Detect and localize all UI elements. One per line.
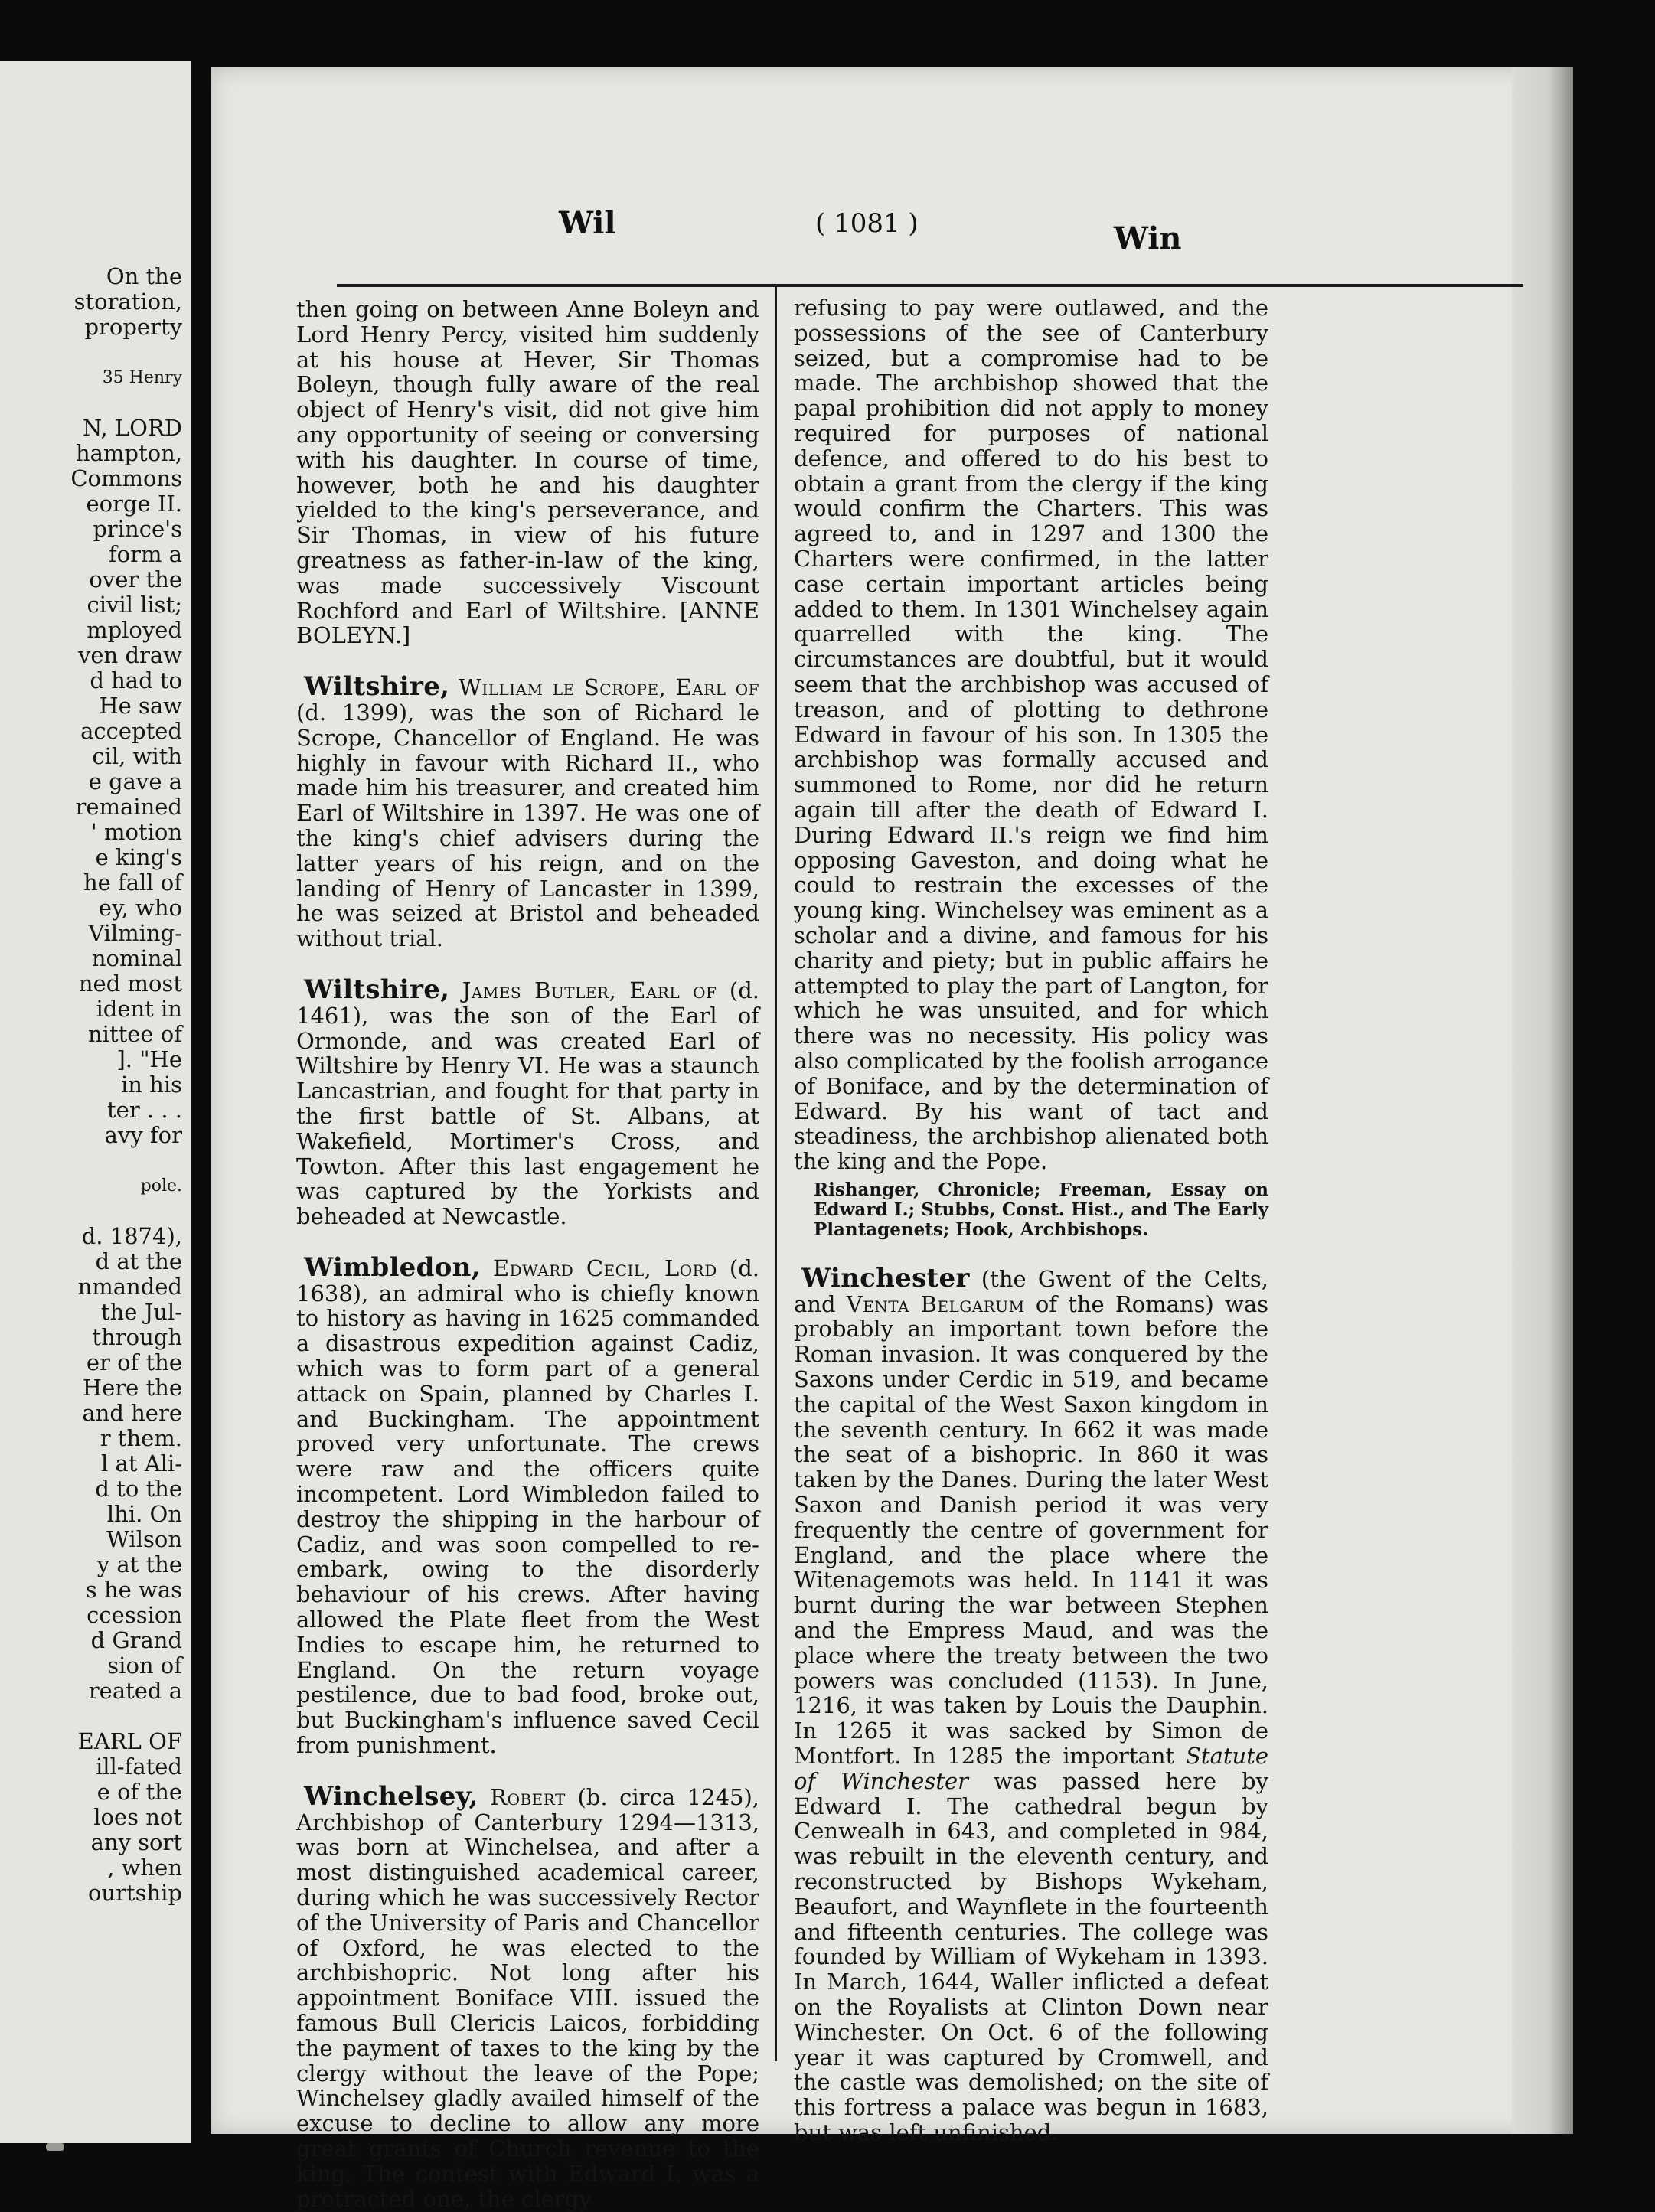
entry-text: (d. 1638), an admiral who is chiefly known to history as having in 1625 commanded a disastrous expedition against Cadiz, which was to form part of a general attack on Spain, planned by Charles I. and Buckingham. The appointment proved very unfortunate. The crews were raw and the officers quite incompetent. Lord Wimbledon failed to destroy the shipping in the harbour of Cadiz, and was soon compelled to re-embark, owing to the disorderly behaviour of his crews. After having allowed the Plate fleet from the West Indies to escape him, he returned to England. On the return voyage pestilence, due to bad food, broke out, but Buckingham's influence saved Cecil from punishment. [296,1254,760,1759]
margin-fragment-line: form a [108,541,182,567]
margin-fragment-line: e king's [95,844,182,870]
margin-fragment-line: ned most [78,971,182,997]
continuation-text: refusing to pay were outlawed, and the possessions of the see of Canterbury seized, but a compromise had to be made. The archbishop showed that the papal prohibition did not apply to money required for purposes of national defence, and offered to do his best to obtain a grant from the clergy if the king would confirm the Charters. This was agreed to, and in 1297 and 1300 the Charters were confirmed, in the latter case certain important articles being added to them. In 1301 Winchelsey again quarrelled with the king. The circumstances are doubtful, but it would seem that the archbishop was accused of treason, and of plotting to dethrone Edward in favour of his son. In 1305 the archbishop was formally accused and summoned to Rome, nor did he return again till after the death of Edward I. During Edward II.'s reign we find him opposing Gaveston, and doing what he could to restrain the excesses of the young king. Winchelsey was eminent as a scholar and a divine, and famous for his charity and piety; but in public affairs he attempted to play the part of Langton, for which he was unsuited, and for which there was no necessity. His policy was also complicated by the foolish arrogance of Boniface, and by the determination of Edward. By his want of tact and steadiness, the archbishop alienated both the king and the Pope. [794,295,1268,1175]
margin-fragment-line [0,1199,182,1224]
entry-name: James Butler, Earl of [462,977,717,1003]
entry-text: (the Gwent of the Celts, and [794,1265,1269,1317]
margin-fragment-line: nmanded [77,1274,182,1300]
margin-fragment-line [0,340,182,365]
entry-text: of the Romans) was probably an important town before the Roman invasion. It was conquered by the Saxons under Cerdic in 519, and became the capital of the West Saxon kingdom in the seventh century. In 662 it was made the seat of a bishopric. In 860 it was taken by the Danes. During the later West Saxon and Danish period it was very frequently the centre of government for England, and the place where the Witenagemots was held. In 1141 it was burnt during the war between Stephen and the Empress Maud, and was the place where the treaty between the two powers was concluded (1153). In June, 1216, it was taken by Louis the Dauphin. In 1265 it was sacked by Simon de Montfort. In 1285 the important [794,1290,1269,1770]
margin-fragment-line: On the [106,263,182,289]
entry-headword: Winchester [801,1262,970,1294]
margin-fragment-line: e of the [96,1779,182,1805]
entry-headword: Wiltshire, [304,974,450,1005]
margin-fragment-line: and here [82,1400,182,1426]
margin-fragment-line: s he was [85,1577,182,1603]
margin-fragment-line: through [92,1324,182,1350]
margin-fragment-line: He saw [99,693,182,719]
margin-fragment-line: Vilming- [88,920,182,946]
margin-fragment-line: property [84,314,182,340]
margin-fragment-line: eorge II. [86,491,182,517]
margin-fragment-line: d had to [90,667,182,693]
entry-name: Robert [490,1783,566,1810]
margin-fragment-line: ' motion [90,819,182,845]
entry-text: was passed here by Edward I. The cathedral begun by Cenwealh in 643, and completed in 984, was rebuilt in the eleventh century, and reconstructed by Bishops Wykeham, Beaufort, and Waynflete in the fourteenth and fifteenth centuries. The college was founded by William of Wykeham in 1393. In March, 1644, Waller inflicted a defeat on the Royalists at Clinton Down near Winchester. On Oct. 6 of the following year it was captured by Cromwell, and the castle was demolished; on the site of this fortress a palace was begun in 1683, but was left unfinished. [794,1767,1268,2145]
margin-fragment-line: hampton, [75,440,182,466]
margin-fragment-line: d to the [95,1476,182,1502]
right-column [794,295,1268,2145]
margin-fragment-line: storation, [73,289,182,315]
margin-fragment-line: lhi. On [106,1501,182,1527]
margin-fragment-line: pole. [140,1176,182,1196]
margin-fragment-line: ccession [87,1602,182,1628]
margin-fragment-line: loes not [93,1804,182,1830]
margin-fragment-line: , when [107,1855,182,1881]
margin-fragment-line: remained [75,794,182,820]
margin-fragment-line: in his [120,1072,182,1098]
column-divider [775,285,777,2061]
margin-fragment-line: r them. [100,1425,182,1451]
continuation-text: then going on between Anne Boleyn and Lord Henry Percy, visited him suddenly at his house at Hever, Sir Thomas Boleyn, though fully aware of the real object of Henry's visit, did not give him any opportunity of seeing or conversing with his daughter. In course of time, however, both he and his daughter yielded to the king's perseverance, and Sir Thomas, in view of his future greatness as father-in-law of the king, was made successively Viscount Rochford and Earl of Wiltshire. [ANNE BOLEYN.] [296,296,759,649]
running-header [211,205,1573,259]
margin-fragment-line: cil, with [92,743,182,769]
margin-fragment-line: d at the [95,1248,182,1274]
margin-fragment-line: Wilson [106,1526,182,1552]
margin-fragment-line: prince's [93,516,182,542]
entry-wimbledon [296,1251,760,1759]
margin-fragment-line: the Jul- [100,1299,182,1325]
margin-fragment-line: 35 Henry [102,368,182,387]
entry-text: (d. 1461), was the son of the Earl of Ormonde, and was created Earl of Wiltshire by Henry VI. He was a staunch Lancastrian, and fought for that party in the first battle of St. Albans, at Wakefield, Mortimer's Cross, and Towton. After this last engagement he was captured by the Yorkists and beheaded at Newcastle. [296,977,759,1230]
margin-fragment-line: er of the [86,1349,182,1375]
margin-fragment-line: ]. "He [116,1046,182,1072]
margin-fragment-line: over the [89,566,182,592]
margin-fragment-line [0,1704,182,1729]
entry-name: Edward Cecil, Lord [492,1254,717,1281]
entry-latin-name: Venta Belgarum [846,1290,1025,1317]
margin-fragment-line: ey, who [98,895,182,921]
margin-fragment-line [0,390,182,416]
margin-fragment-line: e gave a [88,768,182,794]
margin-fragment-line: l at Ali- [101,1450,182,1476]
left-page-fragment [0,61,191,2143]
margin-fragment-line: nittee of [88,1021,182,1047]
margin-fragment-line: N, LORD [82,415,182,441]
page-number: ( 1081 ) [815,208,919,239]
entry-name: William le Scrope, Earl of [459,674,759,701]
margin-fragment-line: ident in [96,996,182,1022]
entry-wiltshire-scrope [296,671,759,952]
margin-fragment-line [0,1148,182,1173]
entry-wiltshire-butler [296,974,759,1230]
entry-headword: Wiltshire, [304,671,450,703]
margin-fragment-line: any sort [90,1829,182,1855]
entry-headword: Wimbledon, [304,1251,481,1283]
scan-speck [46,2143,64,2151]
margin-fragment-line: Here the [82,1375,182,1401]
entry-headword: Winchelsey, [304,1780,478,1812]
margin-fragment-line: Commons [70,465,182,491]
references: Rishanger, Chronicle; Freeman, Essay on Edward I.; Stubbs, Const. Hist., and The Early Plantagenets; Hook, Archbishops. [814,1179,1268,1240]
entry-winchelsey [296,1780,760,2212]
margin-fragment-line: avy for [104,1122,182,1148]
entry-text: (b. circa 1245), Archbishop of Canterbury 1294—1313, was born at Winchelsea, and after a most distinguished academical career, during which he was successively Rector of the University of Paris and Chancellor of Oxford, he was elected to the archbishopric. Not long after his appointment Boniface VIII. issued the famous Bull Clericis Laicos, forbidding the payment of taxes to the king by the clergy without the leave of the Pope; Winchelsey gladly availed himself of the excuse to decline to allow any more great grants of Church revenue to the king. The contest with Edward I. was a protracted one, the clergy [296,1783,760,2212]
margin-fragment-line: mployed [87,617,182,643]
margin-fragment-line: civil list; [87,592,182,618]
margin-fragment-line: ill-fated [95,1754,182,1780]
header-left-word: Wil [559,205,616,241]
margin-fragment-line: ter . . . [107,1097,182,1123]
margin-fragment-line: reated a [88,1678,182,1704]
entry-winchester [794,1262,1269,2145]
entry-text: (d. 1399), was the son of Richard le Scrope, Chancellor of England. He was highly in favour with Richard II., who made him his treasurer, and created him Earl of Wiltshire in 1397. He was one of the king's chief advisers during the latter years of his reign, and on the landing of Henry of Lancaster in 1399, he was seized at Bristol and beheaded without trial. [296,699,759,952]
margin-fragment-line: d. 1874), [81,1223,182,1249]
margin-fragment-line: ven draw [78,642,182,668]
margin-fragment-line: nominal [91,945,182,971]
dictionary-page [211,67,1573,2212]
left-margin-text [0,264,182,1906]
margin-fragment-line: sion of [107,1652,182,1679]
margin-fragment-line: EARL OF [77,1728,182,1754]
page-edge [1512,67,1573,2134]
statute-title: Statute of Winchester [794,1743,1269,1794]
header-rule [337,284,1523,287]
margin-fragment-line: he fall of [83,869,182,896]
margin-fragment-line: d Grand [90,1627,182,1653]
left-column [296,297,759,2211]
margin-fragment-line: ourtship [87,1880,182,1906]
header-right-word: Win [1114,220,1182,256]
margin-fragment-line: y at the [96,1551,182,1577]
margin-fragment-line: accepted [80,718,182,744]
